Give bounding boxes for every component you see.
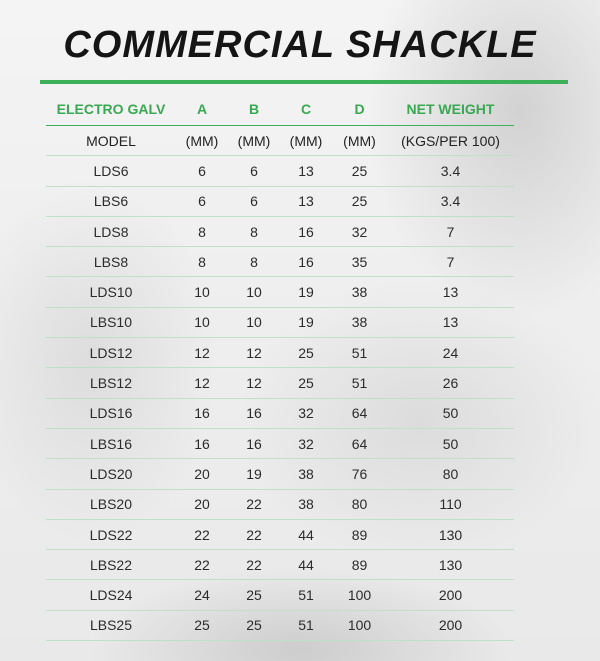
cell-model: LDS20 — [46, 459, 176, 489]
table-row — [46, 580, 514, 610]
header-net-weight: NET WEIGHT — [387, 93, 514, 126]
units-weight: (KGS/PER 100) — [387, 126, 514, 156]
cell-net-weight: 3.4 — [387, 186, 514, 216]
cell-d: 38 — [332, 277, 387, 307]
cell-c: 13 — [280, 156, 332, 186]
cell-net-weight: 80 — [387, 459, 514, 489]
cell-b: 10 — [228, 277, 280, 307]
cell-a: 10 — [176, 277, 228, 307]
cell-model: LDS10 — [46, 277, 176, 307]
cell-a: 6 — [176, 186, 228, 216]
cell-d: 38 — [332, 307, 387, 337]
cell-d: 89 — [332, 550, 387, 580]
cell-net-weight: 50 — [387, 428, 514, 458]
cell-d: 100 — [332, 610, 387, 640]
cell-a: 22 — [176, 519, 228, 549]
cell-b: 22 — [228, 519, 280, 549]
cell-b: 6 — [228, 186, 280, 216]
cell-c: 13 — [280, 186, 332, 216]
cell-b: 25 — [228, 610, 280, 640]
cell-net-weight: 130 — [387, 550, 514, 580]
table-row — [46, 489, 514, 519]
cell-c: 44 — [280, 550, 332, 580]
cell-d: 64 — [332, 398, 387, 428]
cell-d: 51 — [332, 368, 387, 398]
cell-model: LBS22 — [46, 550, 176, 580]
cell-a: 20 — [176, 459, 228, 489]
header-c: C — [280, 93, 332, 126]
cell-model: LBS25 — [46, 610, 176, 640]
cell-c: 19 — [280, 277, 332, 307]
cell-c: 38 — [280, 459, 332, 489]
cell-net-weight: 26 — [387, 368, 514, 398]
cell-model: LBS10 — [46, 307, 176, 337]
cell-d: 80 — [332, 489, 387, 519]
cell-net-weight: 110 — [387, 489, 514, 519]
table-row — [46, 156, 514, 186]
cell-d: 25 — [332, 186, 387, 216]
cell-model: LDS24 — [46, 580, 176, 610]
cell-c: 38 — [280, 489, 332, 519]
cell-a: 12 — [176, 338, 228, 368]
cell-d: 76 — [332, 459, 387, 489]
cell-d: 89 — [332, 519, 387, 549]
table-row — [46, 277, 514, 307]
cell-a: 8 — [176, 216, 228, 246]
cell-model: LBS6 — [46, 186, 176, 216]
table-row — [46, 398, 514, 428]
cell-model: LDS16 — [46, 398, 176, 428]
cell-a: 8 — [176, 247, 228, 277]
cell-net-weight: 13 — [387, 307, 514, 337]
title-divider — [40, 80, 568, 84]
table-row — [46, 247, 514, 277]
cell-b: 16 — [228, 428, 280, 458]
cell-b: 19 — [228, 459, 280, 489]
cell-b: 25 — [228, 580, 280, 610]
cell-c: 25 — [280, 338, 332, 368]
cell-model: LDS8 — [46, 216, 176, 246]
cell-b: 16 — [228, 398, 280, 428]
cell-c: 51 — [280, 580, 332, 610]
shackle-spec-table — [46, 93, 514, 641]
cell-c: 16 — [280, 247, 332, 277]
cell-b: 12 — [228, 338, 280, 368]
cell-a: 12 — [176, 368, 228, 398]
table-row — [46, 216, 514, 246]
header-a: A — [176, 93, 228, 126]
cell-a: 16 — [176, 428, 228, 458]
cell-d: 51 — [332, 338, 387, 368]
cell-net-weight: 13 — [387, 277, 514, 307]
cell-d: 25 — [332, 156, 387, 186]
cell-a: 20 — [176, 489, 228, 519]
units-row — [46, 126, 514, 156]
units-d: (MM) — [332, 126, 387, 156]
cell-c: 19 — [280, 307, 332, 337]
table-row — [46, 610, 514, 640]
cell-model: LDS22 — [46, 519, 176, 549]
cell-a: 10 — [176, 307, 228, 337]
units-a: (MM) — [176, 126, 228, 156]
cell-model: LBS12 — [46, 368, 176, 398]
cell-a: 22 — [176, 550, 228, 580]
cell-d: 100 — [332, 580, 387, 610]
cell-model: LBS16 — [46, 428, 176, 458]
cell-a: 25 — [176, 610, 228, 640]
cell-d: 64 — [332, 428, 387, 458]
table-row — [46, 550, 514, 580]
header-electro-galv: ELECTRO GALV — [46, 93, 176, 126]
cell-net-weight: 50 — [387, 398, 514, 428]
cell-c: 44 — [280, 519, 332, 549]
cell-b: 8 — [228, 247, 280, 277]
cell-a: 6 — [176, 156, 228, 186]
cell-model: LBS20 — [46, 489, 176, 519]
cell-b: 10 — [228, 307, 280, 337]
cell-net-weight: 3.4 — [387, 156, 514, 186]
table-row — [46, 519, 514, 549]
cell-d: 35 — [332, 247, 387, 277]
cell-b: 12 — [228, 368, 280, 398]
cell-net-weight: 7 — [387, 216, 514, 246]
cell-net-weight: 200 — [387, 610, 514, 640]
cell-model: LDS12 — [46, 338, 176, 368]
cell-net-weight: 200 — [387, 580, 514, 610]
header-b: B — [228, 93, 280, 126]
cell-d: 32 — [332, 216, 387, 246]
cell-b: 8 — [228, 216, 280, 246]
cell-c: 51 — [280, 610, 332, 640]
cell-b: 6 — [228, 156, 280, 186]
page-title: COMMERCIAL SHACKLE — [63, 24, 537, 66]
units-c: (MM) — [280, 126, 332, 156]
cell-b: 22 — [228, 489, 280, 519]
cell-a: 16 — [176, 398, 228, 428]
cell-c: 32 — [280, 428, 332, 458]
cell-c: 32 — [280, 398, 332, 428]
table-row — [46, 368, 514, 398]
cell-model: LDS6 — [46, 156, 176, 186]
cell-net-weight: 24 — [387, 338, 514, 368]
header-row — [46, 93, 514, 126]
cell-c: 25 — [280, 368, 332, 398]
cell-net-weight: 7 — [387, 247, 514, 277]
table-row — [46, 338, 514, 368]
cell-c: 16 — [280, 216, 332, 246]
cell-net-weight: 130 — [387, 519, 514, 549]
header-d: D — [332, 93, 387, 126]
cell-a: 24 — [176, 580, 228, 610]
units-b: (MM) — [228, 126, 280, 156]
units-model: MODEL — [46, 126, 176, 156]
cell-model: LBS8 — [46, 247, 176, 277]
table-row — [46, 428, 514, 458]
table-row — [46, 307, 514, 337]
table-row — [46, 186, 514, 216]
cell-b: 22 — [228, 550, 280, 580]
table-row — [46, 459, 514, 489]
